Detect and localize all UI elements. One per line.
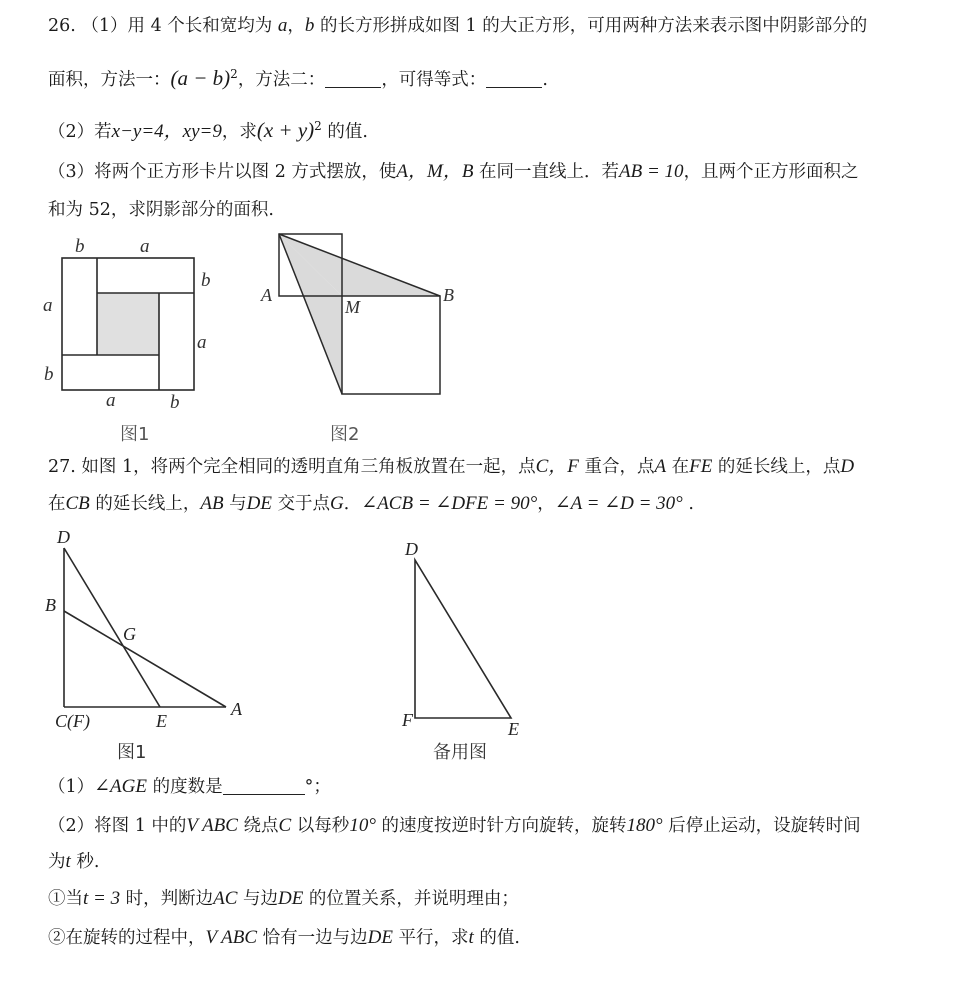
fig4-caption: 备用图 [433,742,487,763]
condition: x−y=4，xy=9 [111,120,222,142]
point-a: A [231,699,242,719]
point-b: B [443,285,454,305]
exponent: 2 [314,119,322,133]
var-t: t [65,851,71,872]
expr-x-plus-y: (x + y) [256,117,315,142]
angle-right: ∠ACB = ∠DFE = 90° [361,493,538,514]
segment-cb: CB [65,493,90,514]
q27-text: 在 [48,494,66,514]
q27-text: 时，判断边 [120,889,214,909]
point-b: B [45,595,56,615]
segment-ab: AB [200,493,224,514]
label-b: b [75,236,85,257]
q26-text: 26. （1）用 4 个长和宽均为 [48,16,273,36]
q27-text: 与 [223,494,247,514]
point-d: D [405,539,418,559]
q27-text: 27. 如图 1，将两个完全相同的透明直角三角板放置在一起，点 [48,457,536,477]
label-a: a [197,332,207,353]
figure-4 [0,0,560,770]
q26-text: 和为 52，求阴影部分的面积. [48,200,274,220]
q27-text: 后停止运动，设旋转时间 [662,816,861,836]
q27-part2-cont [48,850,99,874]
point-e: E [156,711,167,731]
speed-value: 10° [349,815,376,836]
q27-sub1 [48,887,519,911]
q27-part1 [48,775,331,799]
q27-text: . [682,494,694,514]
q27-text: 与边 [237,889,279,909]
comma: ， [287,16,305,36]
q27-text: 的值. [473,928,520,948]
label-b: b [44,364,54,385]
q27-part2 [48,814,861,838]
segment-ac: AC [213,888,238,909]
answer-blank-angle[interactable] [223,776,305,795]
point-d: D [57,527,70,547]
q27-text: ． [343,494,362,514]
ab-equals-10: AB = 10 [619,161,684,182]
expr-a-minus-b: (a − b) [170,65,231,90]
angle-age: ∠AGE [94,776,147,797]
point-c-ref: C [278,815,292,836]
var-b: b [304,15,315,36]
q27-text: （2）将图 1 中的 [48,816,187,836]
q26-text: 的长方形拼成如图 1 的大正方形，可用两种方法来表示图中阴影部分的 [314,16,868,36]
rotation-angle: 180° [626,815,663,836]
q27-text: 交于点 [271,494,331,514]
q27-text: 秒. [70,852,100,872]
q27-text: 的速度按逆时针方向旋转，旋转 [375,816,627,836]
fig2-caption: 图2 [330,424,360,445]
q26-text: ，方法二： [237,69,326,90]
q27-text: 平行，求 [392,928,469,948]
exponent: 2 [230,67,238,81]
point-g: G [123,624,136,644]
q27-text: 重合，点 [578,457,655,477]
point-f: F [402,710,413,730]
point-a: A [261,285,272,305]
angle-30: ∠A = ∠D = 30° [554,493,683,514]
segment-de: DE [367,927,393,948]
var-t: t [468,927,474,948]
q26-text: （2）若 [48,121,112,142]
label-b: b [201,270,211,291]
point-g-ref: G [330,493,344,514]
q27-text: ， [537,494,555,514]
t-equals-3: t = 3 [83,888,121,909]
q26-text: 在同一直线上．若 [473,162,620,182]
q27-sub2 [48,926,520,950]
triangle-abc: V ABC [186,815,238,836]
fig1-caption: 图1 [120,424,150,445]
q27-text: °； [304,777,331,797]
q27-text: 的度数是 [147,777,223,797]
q27-text: 在 [666,457,690,477]
period: . [542,69,548,90]
q26-text: ，且两个正方形面积之 [683,162,859,182]
var-a: a [277,15,288,36]
q26-text: （3）将两个正方形卡片以图 2 方式摆放，使 [48,162,397,182]
label-a: a [43,295,53,316]
q27-text: 恰有一边与边 [257,928,368,948]
segment-fe: FE [689,456,713,477]
q26-text: ，可得等式： [381,69,487,90]
segment-de: DE [278,888,304,909]
point-d-ref: D [840,456,855,477]
q27-text: 以每秒 [291,816,350,836]
segment-de: DE [246,493,272,514]
q26-text: ，求 [221,121,257,142]
spare-triangle [415,560,511,718]
label-b: b [170,392,180,413]
q27-text: （1） [48,777,95,797]
label-a: a [140,236,150,257]
fig3-caption: 图1 [117,742,147,763]
q27-text: 的延长线上，点 [712,457,841,477]
label-a: a [106,390,116,411]
point-m: M [345,297,360,317]
q26-text: 的值. [321,121,368,142]
q27-text: 绕点 [237,816,279,836]
points-cf: C，F [535,456,579,477]
q27-text: ②在旋转的过程中， [48,928,206,948]
point-e: E [508,719,519,739]
q27-text: 的位置关系，并说明理由； [303,889,519,909]
point-a-ref: A [654,456,667,477]
q27-text: 为 [48,852,66,872]
triangle-abc: V ABC [205,927,258,948]
points-amb: A，M，B [396,161,474,182]
q26-text: 面积，方法一： [48,69,171,90]
point-c: C(F) [55,711,90,731]
q27-text: ①当 [48,889,83,909]
q27-text: 的延长线上， [89,494,201,514]
